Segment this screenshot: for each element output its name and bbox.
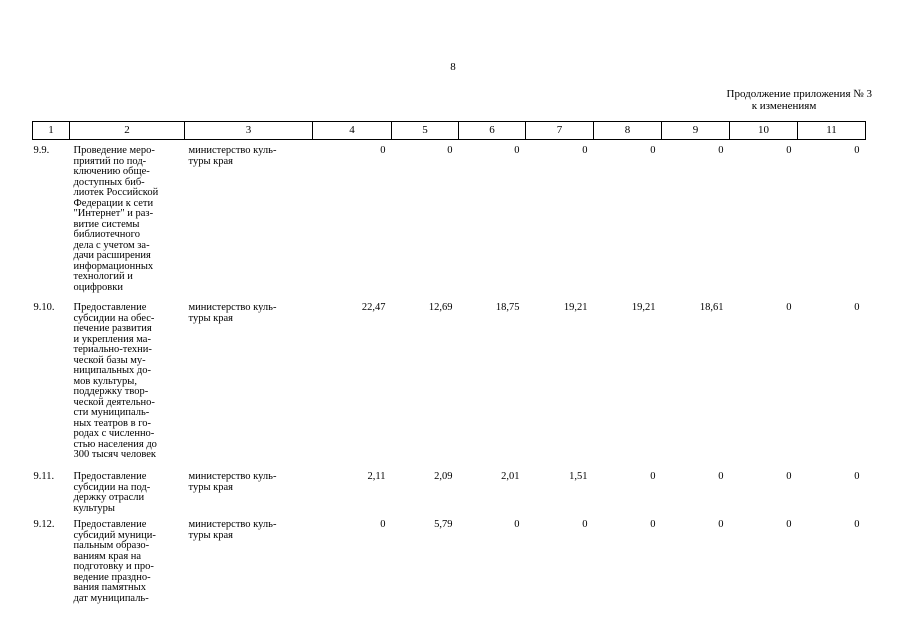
value-cell: 0 <box>718 471 724 482</box>
value-cell: 0 <box>854 145 860 156</box>
column-header: 9 <box>662 122 730 140</box>
row-executor-text: министерство куль- туры края <box>188 302 277 324</box>
column-header: 6 <box>459 122 526 140</box>
value-cell: 2,09 <box>434 471 453 482</box>
value-cell: 19,21 <box>563 302 588 313</box>
value-cell: 0 <box>786 302 792 313</box>
row-name <box>70 140 185 298</box>
value-cell: 0 <box>380 519 386 530</box>
value-cell: 0 <box>786 145 792 156</box>
value-cell: 0 <box>786 471 792 482</box>
value-cell: 0 <box>650 145 656 156</box>
row-index: 9.11. <box>33 471 55 482</box>
row-name-text: Проведение меро- приятий по под- ключению обще- доступных биб- лиотек Российской Федерации к сети "Интернет" и раз- витие системы библиотечного дела с учетом за- дачи расширения информационных технологий и оцифровки <box>73 145 159 293</box>
value-cell: 2,01 <box>501 471 520 482</box>
value-cell: 0 <box>380 145 386 156</box>
value-cell: 0 <box>447 145 453 156</box>
value-cell: 0 <box>514 519 520 530</box>
column-header: 11 <box>798 122 866 140</box>
page-number: 8 <box>450 61 456 73</box>
value-cell: 0 <box>854 471 860 482</box>
column-header: 2 <box>70 122 185 140</box>
row-name <box>70 514 185 610</box>
table-row <box>33 514 866 610</box>
value-cell: 2,11 <box>367 471 386 482</box>
header-row <box>33 122 866 140</box>
value-cell: 0 <box>718 519 724 530</box>
table-row <box>33 466 866 514</box>
value-cell: 0 <box>854 302 860 313</box>
value-cell: 0 <box>718 145 724 156</box>
value-cell: 19,21 <box>631 302 656 313</box>
column-header: 3 <box>185 122 313 140</box>
appendix-note-title: Продолжение приложения № 3 <box>726 88 872 100</box>
value-cell: 1,51 <box>569 471 588 482</box>
column-header: 7 <box>526 122 594 140</box>
value-cell: 0 <box>582 519 588 530</box>
row-executor <box>185 514 313 610</box>
row-name-text: Предоставление субсидии на под- держку отрасли культуры <box>73 471 151 514</box>
row-executor-text: министерство куль- туры края <box>188 471 277 493</box>
column-header: 5 <box>392 122 459 140</box>
value-cell: 18,61 <box>699 302 724 313</box>
row-executor <box>185 297 313 466</box>
row-name-text: Предоставление субсидии на обес- печение развития и укрепления ма- териально-техни- ческой базы му- ниципальных до- мов культуры, поддержку твор- ческой деятельно- сти муниципаль- ных театров в го- родах с численно- стью населения до 300 тысяч человек <box>73 302 157 460</box>
appendix-note <box>660 88 872 112</box>
value-cell: 12,69 <box>428 302 453 313</box>
value-cell: 22,47 <box>361 302 386 313</box>
row-index: 9.10. <box>33 302 55 313</box>
value-cell: 0 <box>514 145 520 156</box>
value-cell: 0 <box>650 519 656 530</box>
value-cell: 5,79 <box>434 519 453 530</box>
value-cell: 0 <box>650 471 656 482</box>
column-header: 8 <box>594 122 662 140</box>
budget-table <box>32 121 866 610</box>
row-executor <box>185 140 313 298</box>
value-cell: 0 <box>854 519 860 530</box>
column-header: 4 <box>313 122 392 140</box>
row-executor-text: министерство куль- туры края <box>188 519 277 541</box>
row-index: 9.12. <box>33 519 55 530</box>
value-cell: 0 <box>786 519 792 530</box>
column-header: 10 <box>730 122 798 140</box>
row-name <box>70 466 185 514</box>
column-header: 1 <box>33 122 70 140</box>
row-name <box>70 297 185 466</box>
row-executor <box>185 466 313 514</box>
value-cell: 18,75 <box>495 302 520 313</box>
row-executor-text: министерство куль- туры края <box>188 145 277 167</box>
table-row <box>33 140 866 298</box>
row-name-text: Предоставление субсидий муници- пальным образо- ваниям края на подготовку и про- ведение праздно- вания памятных дат муниципаль- <box>73 519 156 604</box>
appendix-note-subtitle: к изменениям <box>751 100 817 112</box>
row-index: 9.9. <box>33 145 50 156</box>
table-row <box>33 297 866 466</box>
value-cell: 0 <box>582 145 588 156</box>
